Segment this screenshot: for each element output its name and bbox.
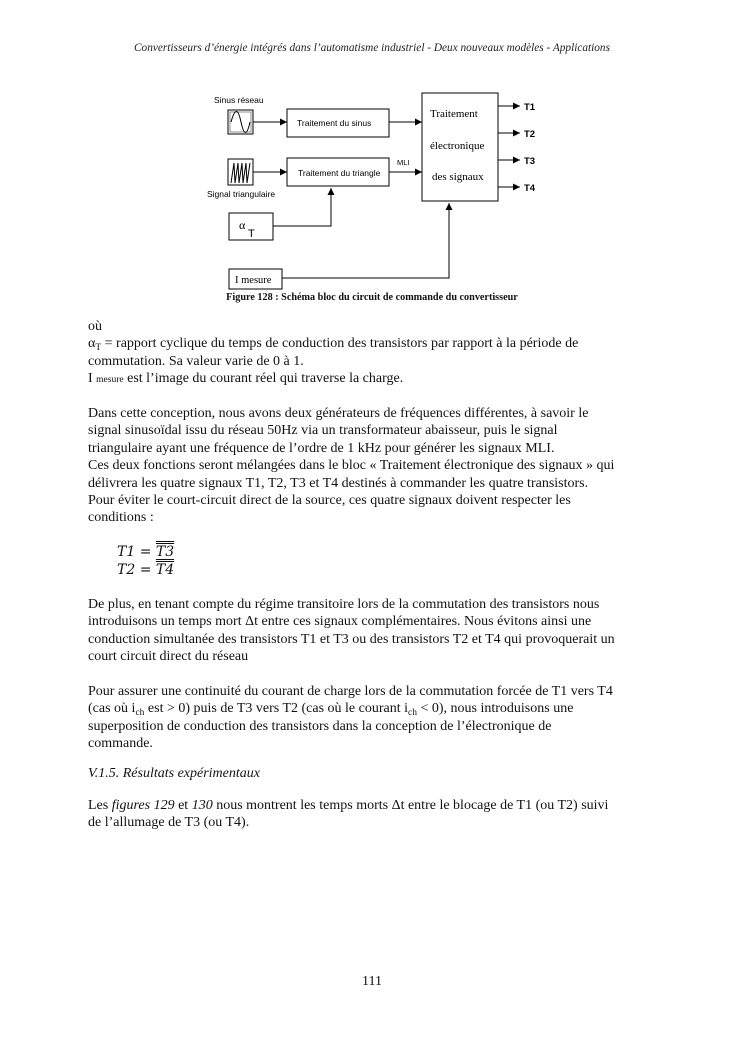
subscript: ch [408,708,417,719]
main-block-line-1: Traitement [430,108,478,120]
paragraph-line: superposition de conduction des transistors dans la conception de l’électronique de [88,718,552,734]
paragraph-line [88,700,656,717]
main-block-line-3: des signaux [432,171,484,183]
alpha-definition-text: = rapport cyclique du temps de conduction des transistors par rapport à la période de [101,336,579,352]
equation-t2 [117,562,174,579]
sine-wave-icon [228,110,253,134]
definition-imesure [88,370,656,389]
current-measure-label: I mesure [235,275,272,286]
paragraph-generators [88,405,656,527]
paragraph-results [88,797,656,832]
paragraph-line: court circuit direct du réseau [88,649,249,665]
paragraph-line: conditions : [88,510,154,526]
subscript: ch [135,708,145,719]
running-header: Convertisseurs d’énergie intégrés dans l’automatisme industriel - Deux nouveaux modèles - Applications [134,42,610,54]
paragraph-line [88,797,656,814]
paragraph-line: Dans cette conception, nous avons deux générateurs de fréquences différentes, à savoir le [88,406,589,421]
figure-reference: figures 129 [111,798,175,813]
text-run: Les [88,798,112,813]
paragraph-line: délivrera les quatre signaux T1, T2, T3 et T4 destinés à commander les quatre transistors. [88,475,589,491]
paragraph-line: introduisons un temps mort Δt entre ces signaux complémentaires. Nous évitons ainsi une [88,614,592,630]
output-label-t3: T3 [524,156,536,167]
triangle-wave-icon [228,159,253,185]
output-label-t2: T2 [524,129,536,140]
paragraph-line: Pour éviter le court-circuit direct de la source, ces quatre signaux doivent respecter les [88,493,571,509]
text-run: nous montrent les temps morts Δt entre le blocage de T1 (ou T2) suivi [212,798,609,813]
main-block-line-2: électronique [430,140,485,152]
imesure-sub: mesure [96,375,124,386]
triangle-processing-label: Traitement du triangle [298,168,381,178]
paragraph-line: commande. [88,736,153,752]
text-run: < 0), nous introduisons une [416,701,574,717]
equation-rhs: T3 [155,544,175,560]
equation-rhs: T4 [155,562,175,578]
text-run: est > 0) puis de T3 vers T2 (cas où le courant i [144,701,408,717]
text-run: (cas où i [88,701,136,717]
figure-caption: Figure 128 : Schéma bloc du circuit de commande du convertisseur [226,292,518,303]
mli-label: MLI [397,158,410,167]
alpha-symbol-text: α [88,336,96,352]
definition-intro: où [88,319,102,334]
paragraph-line: Pour assurer une continuité du courant de charge lors de la commutation forcée de T1 vers T4 [88,684,613,699]
alpha-subscript-text: T [95,343,102,354]
page-number: 111 [362,974,382,989]
sinus-source-label: Sinus réseau [214,95,264,105]
block-diagram [0,0,744,300]
triangle-source-label: Signal triangulaire [207,189,276,199]
figure-reference: 130 [191,798,213,813]
equation-lhs: T1 = [117,544,156,560]
alpha-subscript: T [248,228,255,240]
text-run: et [174,798,192,813]
paragraph-line: Ces deux fonctions seront mélangées dans le bloc « Traitement électronique des signaux » qui [88,458,615,474]
alpha-connector [273,188,331,226]
section-title: V.1.5. Résultats expérimentaux [88,766,260,781]
paragraph-line: signal sinusoïdal issu du réseau 50Hz via un transformateur abaisseur, puis le signal [88,423,558,439]
alpha-symbol: α [239,218,246,232]
output-label-t1: T1 [524,102,536,113]
paragraph-line: triangulaire ayant une fréquence de l’ordre de 1 kHz pour générer les signaux MLI. [88,440,555,456]
paragraph-continuity [88,683,656,753]
definition-alpha-cont: commutation. Sa valeur varie de 0 à 1. [88,353,304,369]
paragraph-line: De plus, en tenant compte du régime transitoire lors de la commutation des transistors nous [88,597,600,612]
definition-alpha [88,335,656,352]
paragraph-line: de l’allumage de T3 (ou T4). [88,815,250,831]
paragraph-dead-time [88,596,656,666]
paragraph-line: conduction simultanée des transistors T1 et T3 ou des transistors T2 et T4 qui provoquerait un [88,631,615,647]
sinus-processing-label: Traitement du sinus [297,118,372,128]
imesure-text: est l’image du courant réel qui traverse la charge. [123,371,404,387]
equation-lhs: T2 = [117,562,156,578]
imesure-i: I [88,371,93,387]
current-measure-connector [282,203,449,278]
equation-t1 [117,544,174,561]
output-label-t4: T4 [524,183,536,194]
definitions-block [88,318,656,390]
